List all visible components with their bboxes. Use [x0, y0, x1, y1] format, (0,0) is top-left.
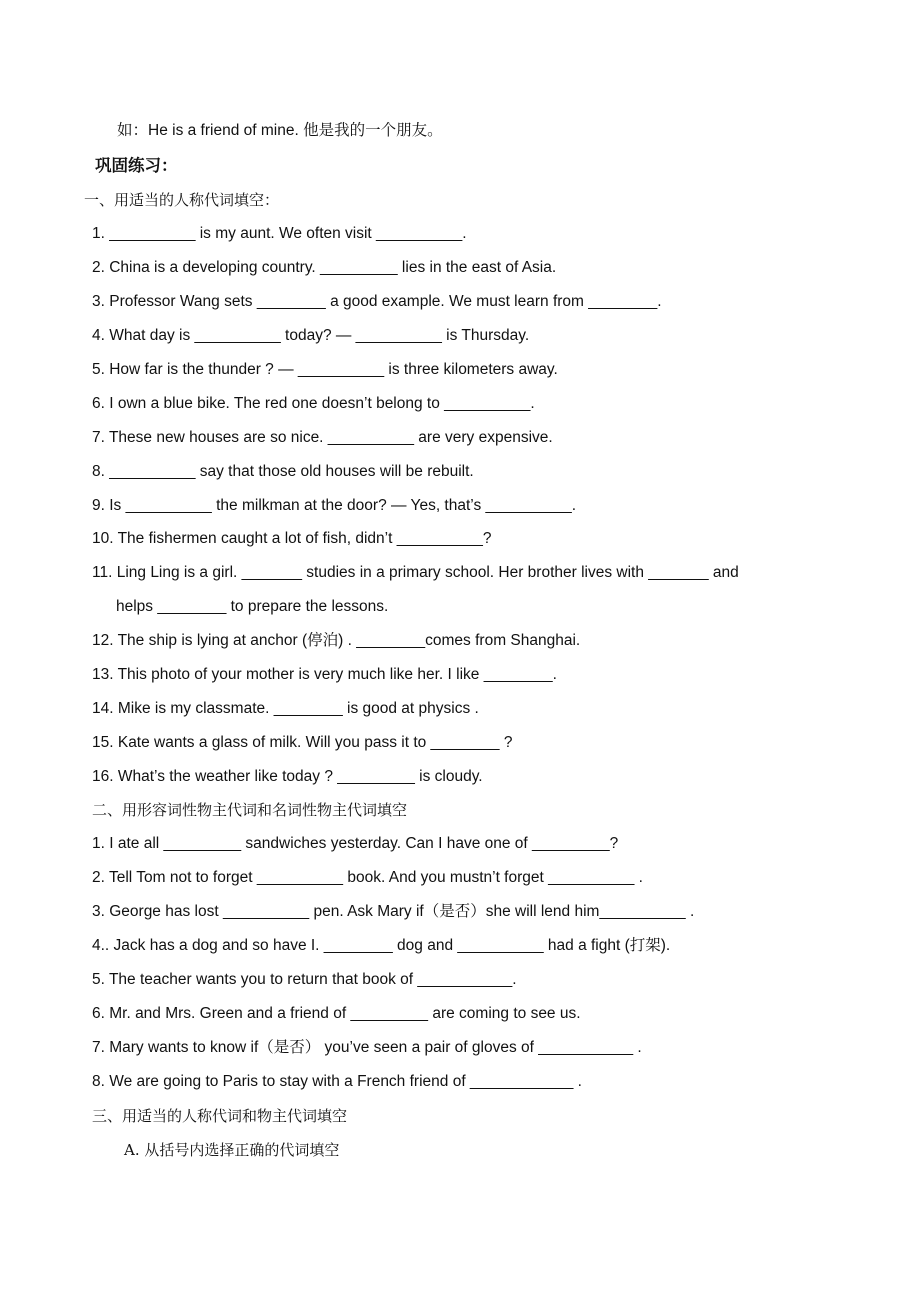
exercise-item: 4. What day is __________ today? — __________ is Thursday.: [92, 327, 530, 344]
section-title: 巩固练习：: [95, 157, 178, 175]
exercise-item-continuation: helps ________ to prepare the lessons.: [116, 598, 389, 615]
exercise-item: 2. China is a developing country. _________ lies in the east of Asia.: [92, 259, 557, 276]
exercise-item: 1. __________ is my aunt. We often visit __________.: [92, 225, 467, 242]
part3-subheading-a: A. 从括号内选择正确的代词填空: [124, 1141, 340, 1159]
exercise-item: 9. Is __________ the milkman at the door? — Yes, that’s __________.: [92, 497, 577, 514]
exercise-item: 7. Mary wants to know if（是否） you’ve seen a pair of gloves of ___________ .: [92, 1039, 642, 1056]
exercise-item: 7. These new houses are so nice. __________ are very expensive.: [92, 429, 553, 446]
example-sentence: 如：He is a friend of mine. 他是我的一个朋友。: [117, 122, 443, 139]
part2-heading: 二、用形容词性物主代词和名词性物主代词填空: [92, 801, 408, 819]
exercise-item: 12. The ship is lying at anchor (停泊) . ________comes from Shanghai.: [92, 632, 581, 649]
exercise-item: 1. I ate all _________ sandwiches yesterday. Can I have one of _________?: [92, 835, 619, 852]
exercise-item: 13. This photo of your mother is very much like her. I like ________.: [92, 666, 557, 683]
exercise-item: 14. Mike is my classmate. ________ is good at physics .: [92, 700, 479, 717]
exercise-item: 16. What’s the weather like today ? _________ is cloudy.: [92, 768, 483, 785]
exercise-item: 15. Kate wants a glass of milk. Will you pass it to ________ ?: [92, 734, 513, 751]
exercise-item: 5. How far is the thunder ? — __________ is three kilometers away.: [92, 361, 558, 378]
part1-heading: 一、用适当的人称代词填空：: [84, 191, 280, 209]
exercise-item: 8. __________ say that those old houses will be rebuilt.: [92, 463, 474, 480]
exercise-item: 3. Professor Wang sets ________ a good example. We must learn from ________.: [92, 293, 662, 310]
exercise-item: 11. Ling Ling is a girl. _______ studies in a primary school. Her brother lives with _______ and: [92, 564, 739, 581]
exercise-item: 6. I own a blue bike. The red one doesn’t belong to __________.: [92, 395, 535, 412]
exercise-item: 8. We are going to Paris to stay with a French friend of ____________ .: [92, 1073, 582, 1090]
exercise-item: 4.. Jack has a dog and so have I. ________ dog and __________ had a fight (打架).: [92, 937, 671, 954]
exercise-item: 5. The teacher wants you to return that book of ___________.: [92, 971, 517, 988]
exercise-item: 3. George has lost __________ pen. Ask Mary if（是否）she will lend him__________ .: [92, 903, 695, 920]
part3-heading: 三、用适当的人称代词和物主代词填空: [92, 1107, 348, 1125]
exercise-item: 6. Mr. and Mrs. Green and a friend of _________ are coming to see us.: [92, 1005, 581, 1022]
exercise-item: 2. Tell Tom not to forget __________ book. And you mustn’t forget __________ .: [92, 869, 643, 886]
exercise-item: 10. The fishermen caught a lot of fish, didn’t __________?: [92, 530, 492, 547]
